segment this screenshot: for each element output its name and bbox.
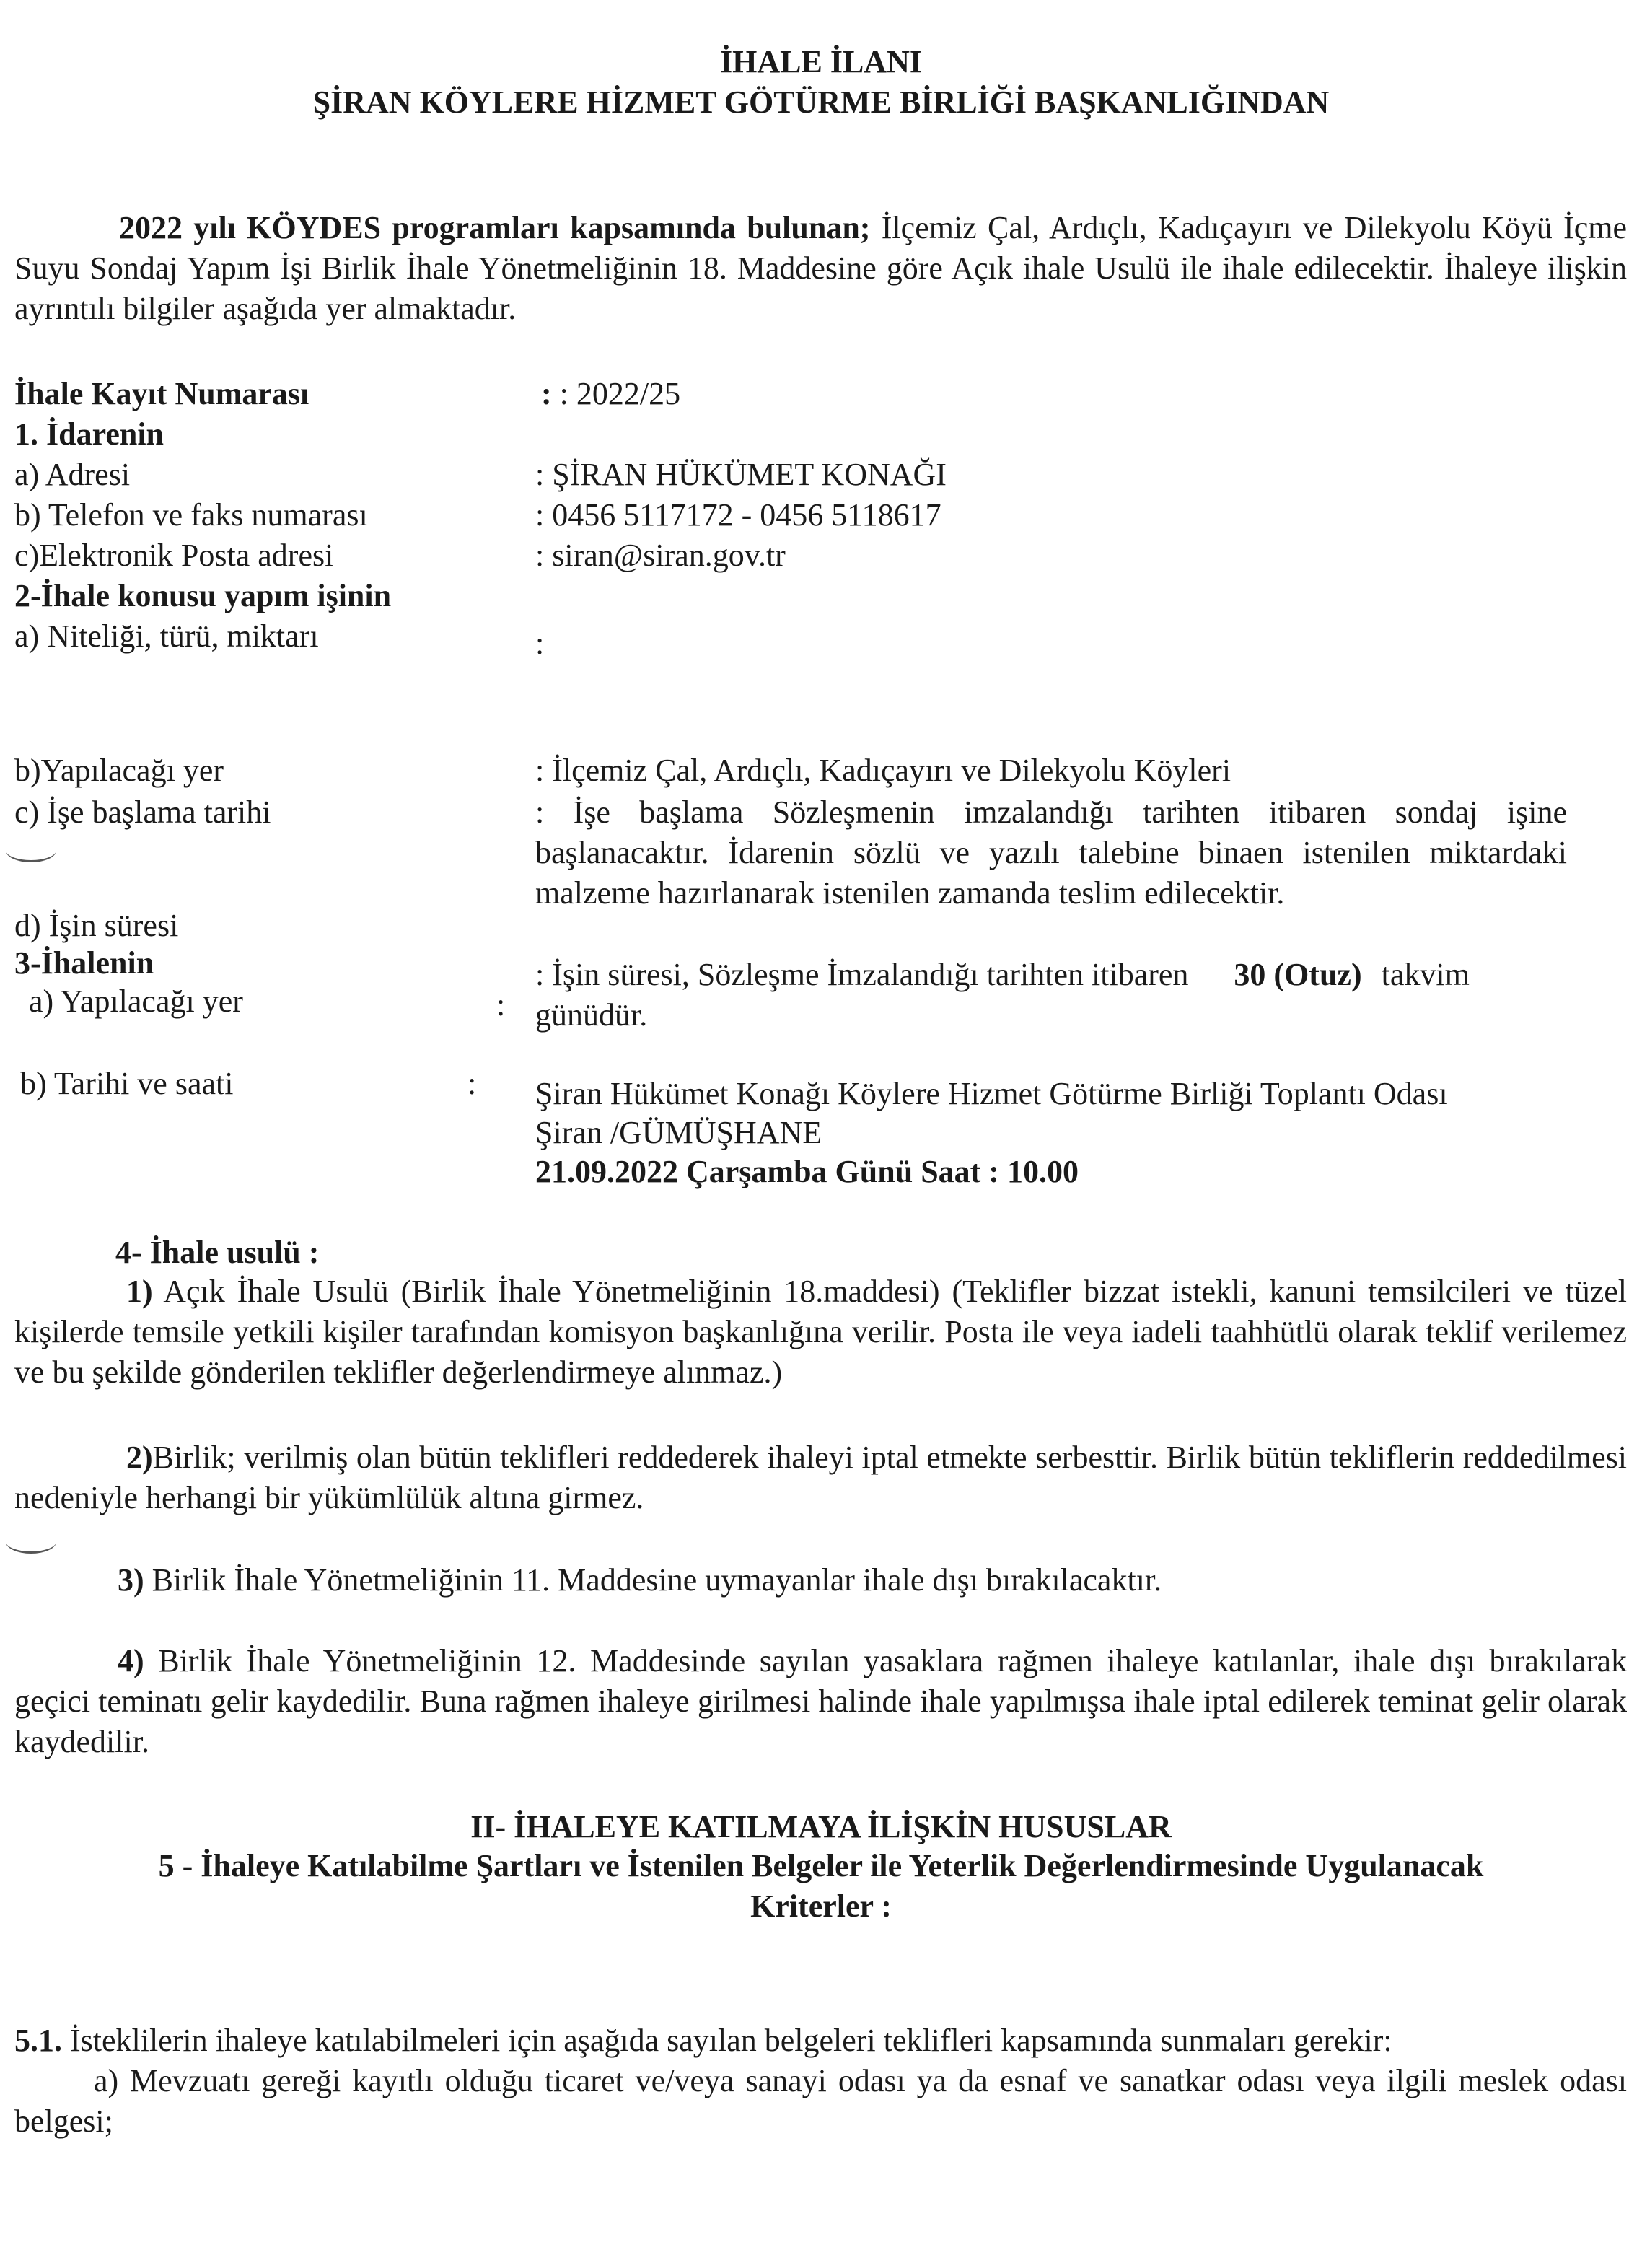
tarih-label: b) Tarihi ve saati	[20, 1066, 234, 1101]
ihale-yer-colon: :	[496, 987, 506, 1023]
sure-text-3: günüdür.	[535, 997, 648, 1033]
notice-title: İHALE İLANI	[720, 44, 922, 79]
sure-value	[535, 955, 1567, 995]
usul-p2	[14, 1437, 1627, 1518]
usul-p1-text: Açık İhale Usulü (Birlik İhale Yönetmeliğinin 18.maddesi) (Teklifler bizzat istekli, kanuni temsilcileri ve tüzel kişilerde temsile yetkili kişiler tarafından komisyon başkanlığına verilir. Posta ile veya iadeli taahhütlü olarak teklif verilemez ve bu şekilde gönderilen teklifler değerlendirmeye alınmaz.)	[14, 1274, 1627, 1390]
section-ii-subheading-1: 5 - İhaleye Katılabilme Şartları ve İstenilen Belgeler ile Yeterlik Değerlendirmesinde Uygulanacak	[158, 1848, 1484, 1883]
yer-label: b)Yapılacağı yer	[14, 753, 224, 788]
section-ii-heading: II- İHALEYE KATILMAYA İLİŞKİN HUSUSLAR	[470, 1809, 1172, 1844]
usul-heading: 4- İhale usulü :	[115, 1235, 320, 1270]
adres-value: : ŞİRAN HÜKÜMET KONAĞI	[535, 457, 947, 492]
ihale-yer-value-2: Şiran /GÜMÜŞHANE	[535, 1115, 822, 1150]
usul-p1-num: 1)	[126, 1274, 153, 1309]
notice-subtitle: ŞİRAN KÖYLERE HİZMET GÖTÜRME BİRLİĞİ BAŞKANLIĞINDAN	[312, 84, 1330, 120]
baslama-value: : İşe başlama Sözleşmenin imzalandığı tarihten itibaren sondaj işine başlanacaktır. İdarenin sözlü ve yazılı talebine binaen istenilen miktardaki malzeme hazırlanarak istenilen zamanda teslim edilecektir.	[535, 794, 1567, 911]
usul-p2-num: 2)	[126, 1440, 153, 1475]
tarih-colon: :	[467, 1066, 477, 1101]
intro-bold: 2022 yılı KÖYDES programları kapsamında bulunan;	[119, 210, 871, 245]
pa: a) Mevzuatı gereği kayıtlı olduğu ticaret ve/veya sanayi odası ya da esnaf ve sanatkar odası veya ilgili meslek odası belgesi;	[14, 2063, 1627, 2139]
usul-p2-text: Birlik; verilmiş olan bütün teklifleri reddederek ihaleyi iptal etmekte serbesttir. Birlik bütün tekliflerin reddedilmesi nedeniyle herhangi bir yükümlülük altına girmez.	[14, 1440, 1627, 1515]
section2-heading: 2-İhale konusu yapım işinin	[14, 578, 392, 613]
sure-label: d) İşin süresi	[14, 908, 179, 943]
usul-p4-num: 4)	[118, 1643, 144, 1678]
sure-text-2: takvim	[1381, 957, 1470, 992]
adres-label: a) Adresi	[14, 457, 131, 492]
kayit-label: İhale Kayıt Numarası	[14, 376, 309, 411]
eposta-value: : siran@siran.gov.tr	[535, 538, 786, 573]
kayit-number: : 2022/25	[559, 376, 681, 411]
p51	[14, 2020, 1627, 2061]
usul-p3	[118, 1560, 1162, 1601]
eposta-label: c)Elektronik Posta adresi	[14, 538, 334, 573]
usul-p4-text: Birlik İhale Yönetmeliğinin 12. Maddesinde sayılan yasaklara rağmen ihaleye katılanlar, ihale dışı bırakılarak geçici teminatı gelir kaydedilir. Buna rağmen ihaleye girilmesi halinde ihale yapılmışsa ihale iptal edilerek teminat gelir olarak kaydedilir.	[14, 1643, 1628, 1759]
usul-p3-num: 3)	[118, 1562, 144, 1598]
nitelik-label: a) Niteliği, türü, miktarı	[14, 618, 319, 654]
section3-heading: 3-İhalenin	[14, 945, 154, 981]
usul-p4	[14, 1641, 1627, 1762]
section1-heading: 1. İdarenin	[14, 416, 164, 452]
ihale-tarih: 21.09.2022 Çarşamba Günü Saat : 10.00	[535, 1154, 1079, 1189]
nitelik-value: :	[535, 626, 545, 661]
p51-text: İsteklilerin ihaleye katılabilmeleri için aşağıda sayılan belgeleri teklifleri kapsamında sunmaları gerekir:	[70, 2023, 1392, 2058]
ihale-yer-value-1: Şiran Hükümet Konağı Köylere Hizmet Götürme Birliği Toplantı Odası	[535, 1076, 1448, 1111]
intro-text: İlçemiz Çal, Ardıçlı, Kadıçayırı ve Dilekyolu Köyü İçme Suyu Sondaj Yapım İşi Birlik İhale Yönetmeliğinin 18. Maddesine göre Açık ihale Usulü ile ihale edilecektir. İhaleye ilişkin ayrıntılı bilgiler aşağıda yer almaktadır.	[14, 210, 1627, 326]
baslama-label: c) İşe başlama tarihi	[14, 794, 271, 830]
tel-label: b) Telefon ve faks numarası	[14, 497, 368, 533]
margin-mark-2	[6, 1530, 56, 1554]
usul-p1	[14, 1271, 1627, 1393]
intro-paragraph	[14, 208, 1627, 329]
tel-value: : 0456 5117172 - 0456 5118617	[535, 497, 941, 533]
sure-text-1: : İşin süresi, Sözleşme İmzalandığı tarihten itibaren	[535, 957, 1189, 992]
usul-p3-text: Birlik İhale Yönetmeliğinin 11. Maddesine uymayanlar ihale dışı bırakılacaktır.	[152, 1562, 1162, 1598]
sure-days: 30 (Otuz)	[1234, 957, 1362, 992]
kayit-value: : : 2022/25	[541, 376, 681, 411]
yer-value: : İlçemiz Çal, Ardıçlı, Kadıçayırı ve Dilekyolu Köyleri	[535, 753, 1232, 788]
p51-num: 5.1.	[14, 2023, 62, 2058]
margin-mark	[6, 839, 56, 862]
ihale-yer-label: a) Yapılacağı yer	[29, 984, 243, 1019]
section-ii-subheading-2: Kriterler :	[750, 1888, 892, 1924]
